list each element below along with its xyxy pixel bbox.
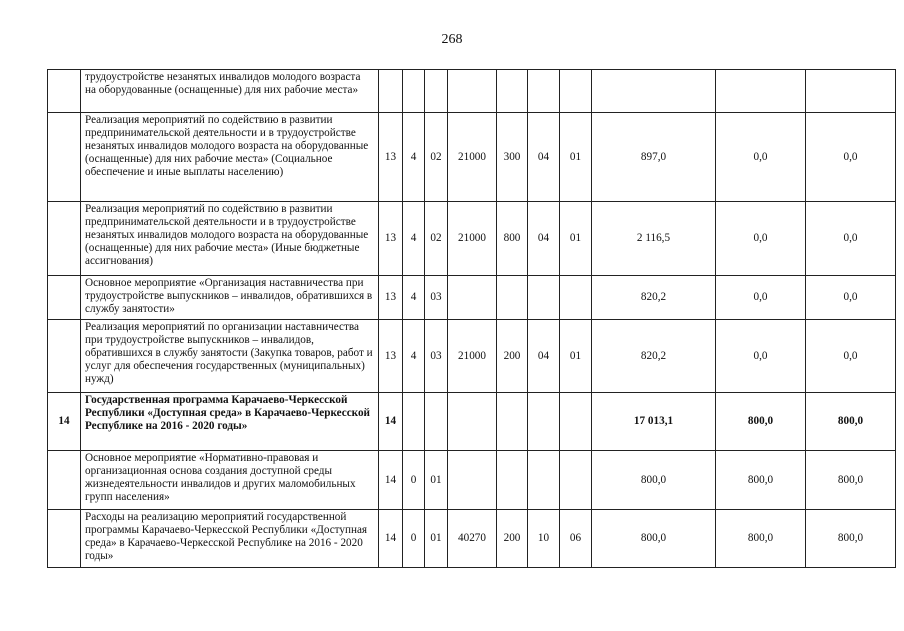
code-cell: 200 [497,510,528,568]
amount-cell: 800,0 [806,510,896,568]
amount-cell: 897,0 [592,113,716,202]
table-row [48,202,896,276]
code-cell [448,276,497,320]
code-cell: 14 [379,451,403,510]
code-cell: 02 [425,202,448,276]
row-name: Реализация мероприятий по содействию в развитии предпринимательской деятельности и в трудоустройстве незанятых инвалидов молодого возраста на оборудованные (оснащенные) для них рабочие места» (Иные бюджетные ассигнования) [81,202,379,276]
amount-cell: 17 013,1 [592,393,716,451]
amount-cell: 0,0 [806,113,896,202]
code-cell: 200 [497,320,528,393]
amount-cell [716,70,806,113]
amount-cell: 2 116,5 [592,202,716,276]
code-cell [560,393,592,451]
row-name: Основное мероприятие «Организация наставничества при трудоустройстве выпускников – инвалидов, обратившихся в службу занятости» [81,276,379,320]
amount-cell: 800,0 [592,451,716,510]
code-cell [379,70,403,113]
amount-cell: 820,2 [592,320,716,393]
code-cell [448,451,497,510]
code-cell [528,393,560,451]
amount-cell: 800,0 [716,510,806,568]
code-cell: 0 [403,510,425,568]
code-cell [560,451,592,510]
code-cell [403,393,425,451]
code-cell [425,393,448,451]
row-number [48,320,81,393]
code-cell: 4 [403,320,425,393]
row-number [48,113,81,202]
amount-cell: 0,0 [806,202,896,276]
code-cell: 4 [403,202,425,276]
code-cell: 14 [379,393,403,451]
row-number [48,451,81,510]
row-name: Реализация мероприятий по содействию в развитии предпринимательской деятельности и в трудоустройстве незанятых инвалидов молодого возраста на оборудованные (оснащенные) для них рабочие места» (Социальное обеспечение и иные выплаты населению) [81,113,379,202]
code-cell [497,393,528,451]
code-cell: 02 [425,113,448,202]
amount-cell: 800,0 [806,451,896,510]
code-cell: 14 [379,510,403,568]
code-cell [448,393,497,451]
row-number [48,276,81,320]
code-cell [497,276,528,320]
code-cell: 0 [403,451,425,510]
row-name: Основное мероприятие «Нормативно-правовая и организационная основа создания доступной среды жизнедеятельности инвалидов и других маломобильных групп населения» [81,451,379,510]
code-cell: 06 [560,510,592,568]
code-cell: 800 [497,202,528,276]
code-cell: 04 [528,202,560,276]
code-cell [528,70,560,113]
code-cell: 13 [379,276,403,320]
code-cell [448,70,497,113]
row-name: Расходы на реализацию мероприятий государственной программы Карачаево-Черкесской Республики «Доступная среда» в Карачаево-Черкесской Республике на 2016 - 2020 годы» [81,510,379,568]
amount-cell: 800,0 [716,451,806,510]
amount-cell: 0,0 [806,276,896,320]
code-cell: 4 [403,276,425,320]
code-cell [560,276,592,320]
table-row [48,320,896,393]
table-row-program [48,393,896,451]
row-number [48,70,81,113]
code-cell: 04 [528,320,560,393]
amount-cell: 820,2 [592,276,716,320]
code-cell: 21000 [448,113,497,202]
amount-cell: 800,0 [592,510,716,568]
code-cell: 01 [560,320,592,393]
code-cell: 01 [560,202,592,276]
amount-cell: 0,0 [716,276,806,320]
code-cell: 4 [403,113,425,202]
code-cell: 03 [425,276,448,320]
amount-cell: 0,0 [716,320,806,393]
code-cell: 300 [497,113,528,202]
row-name: трудоустройстве незанятых инвалидов молодого возраста на оборудованные (оснащенные) для них рабочие места» [81,70,379,113]
amount-cell: 800,0 [806,393,896,451]
table-row [48,510,896,568]
code-cell: 21000 [448,202,497,276]
amount-cell: 0,0 [716,113,806,202]
code-cell [497,451,528,510]
code-cell: 04 [528,113,560,202]
code-cell: 03 [425,320,448,393]
code-cell: 13 [379,320,403,393]
code-cell: 21000 [448,320,497,393]
row-number [48,510,81,568]
code-cell [560,70,592,113]
code-cell: 13 [379,113,403,202]
code-cell [403,70,425,113]
row-number [48,202,81,276]
table-row [48,451,896,510]
code-cell: 01 [560,113,592,202]
code-cell [528,451,560,510]
table-row [48,276,896,320]
code-cell: 10 [528,510,560,568]
code-cell: 40270 [448,510,497,568]
amount-cell: 0,0 [716,202,806,276]
code-cell [425,70,448,113]
row-name: Государственная программа Карачаево-Черкесской Республики «Доступная среда» в Карачаево-Черкесской Республике на 2016 - 2020 годы» [81,393,379,451]
code-cell [497,70,528,113]
code-cell: 13 [379,202,403,276]
table-row [48,70,896,113]
code-cell: 01 [425,451,448,510]
page-number: 268 [441,32,463,47]
row-number: 14 [48,393,81,451]
code-cell: 01 [425,510,448,568]
amount-cell: 0,0 [806,320,896,393]
amount-cell: 800,0 [716,393,806,451]
amount-cell [592,70,716,113]
budget-table [47,69,896,568]
code-cell [528,276,560,320]
row-name: Реализация мероприятий по организации наставничества при трудоустройстве выпускников – инвалидов, обратившихся в службу занятости (Закупка товаров, работ и услуг для обеспечения государственных (муниципальных) нужд) [81,320,379,393]
amount-cell [806,70,896,113]
table-row [48,113,896,202]
